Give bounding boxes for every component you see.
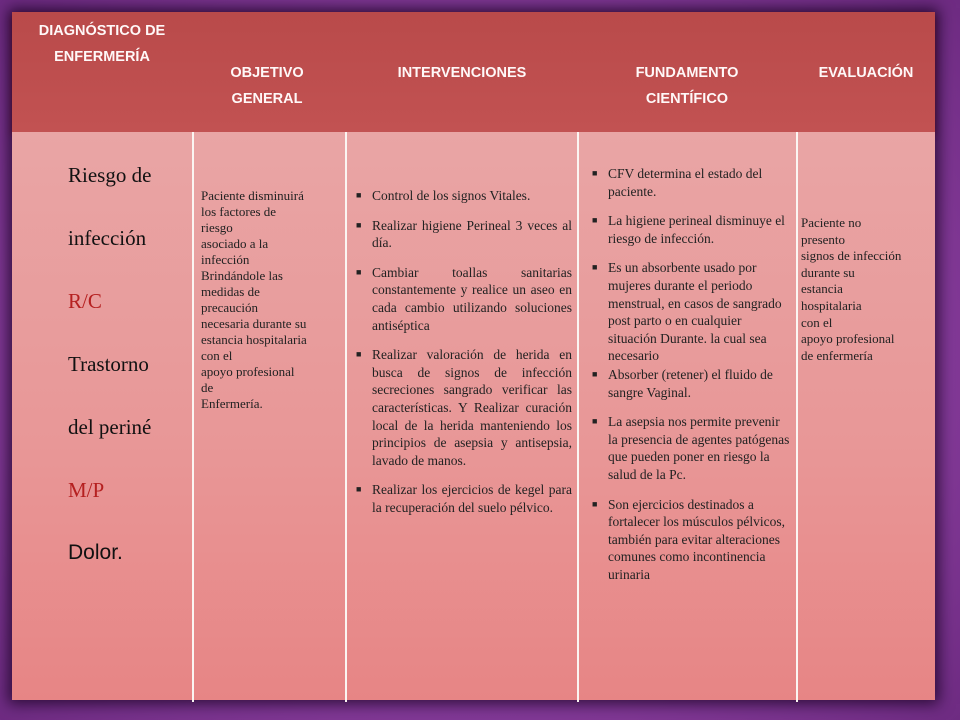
objetivo-line: con el	[201, 348, 233, 363]
objetivo-line: estancia hospitalaria	[201, 332, 307, 347]
diagnosis-connector: R/C	[68, 289, 102, 313]
intervencion-text: Cambiar toallas sanitarias constantemente y realice un aseo en cada cambio utilizando soluciones antiséptica	[372, 264, 572, 333]
header-intervenciones-label: INTERVENCIONES	[397, 65, 527, 81]
header-objetivo-line1: OBJETIVO	[230, 65, 304, 81]
diagnosis-line: Dolor.	[68, 541, 123, 564]
square-bullet-icon: ■	[356, 349, 362, 360]
list-item	[354, 264, 572, 334]
list-item	[590, 496, 790, 584]
list-item	[590, 366, 790, 401]
header-objetivo-line2: GENERAL	[231, 91, 303, 107]
objetivo-line: Paciente disminuirá	[201, 188, 304, 203]
diagnosis-line: Trastorno	[68, 352, 149, 376]
evaluacion-line: hospitalaria	[801, 297, 862, 313]
intervencion-text: Realizar higiene Perineal 3 veces al día.	[372, 217, 572, 251]
intervencion-text: Realizar los ejercicios de kegel para la recuperación del suelo pélvico.	[372, 482, 572, 515]
list-item	[590, 165, 790, 200]
square-bullet-icon: ■	[592, 262, 598, 273]
fundamento-text: Es un absorbente usado por mujeres durante el periodo menstrual, en casos de sangrado post parto o en cualquier situación Durante. la cual sea necesario	[608, 260, 782, 364]
header-evaluacion-label: EVALUACIÓN	[818, 65, 914, 81]
objetivo-line: precaución	[201, 300, 259, 315]
objetivo-line: apoyo profesional	[201, 364, 295, 379]
square-bullet-icon: ■	[592, 215, 598, 226]
fundamento-text: La higiene perineal disminuye el riesgo de infección.	[608, 213, 785, 246]
column-divider	[577, 132, 579, 702]
header-fundamento-line2: CIENTÍFICO	[645, 91, 729, 107]
evaluacion-line: con el	[801, 314, 833, 330]
fundamento-list	[590, 165, 790, 595]
list-item	[590, 259, 790, 365]
objetivo-cell	[201, 188, 346, 412]
intervenciones-list	[354, 187, 572, 529]
objetivo-line: infección	[201, 252, 250, 267]
evaluacion-line: estancia	[801, 281, 843, 297]
objetivo-line: Brindándole las	[201, 268, 283, 283]
list-item	[354, 187, 572, 205]
diagnosis-cell	[68, 162, 198, 603]
square-bullet-icon: ■	[356, 219, 362, 230]
list-item	[354, 346, 572, 469]
header-evaluacion	[797, 60, 935, 86]
square-bullet-icon: ■	[592, 168, 598, 178]
evaluacion-cell	[801, 215, 933, 364]
header-diagnostico-line2: ENFERMERÍA	[54, 49, 150, 65]
fundamento-text: Absorber (retener) el fluido de sangre Vaginal.	[608, 366, 773, 400]
evaluacion-line: durante su	[801, 264, 855, 280]
square-bullet-icon: ■	[592, 498, 598, 509]
evaluacion-line: presento	[801, 231, 846, 247]
table-body	[12, 132, 935, 700]
objetivo-line: de	[201, 380, 214, 395]
column-divider	[796, 132, 798, 702]
square-bullet-icon: ■	[592, 368, 598, 379]
header-objetivo	[192, 60, 342, 112]
diagnosis-line: infección	[68, 226, 147, 250]
evaluacion-line: apoyo profesional	[801, 331, 895, 347]
fundamento-text: La asepsia nos permite prevenir la presencia de agentes patógenas que pueden poner en riesgo la salud de la Pc.	[608, 414, 790, 482]
list-item	[354, 481, 572, 516]
diagnosis-line: del periné	[68, 415, 152, 439]
square-bullet-icon: ■	[356, 484, 362, 495]
objetivo-line: medidas de	[201, 284, 260, 299]
square-bullet-icon: ■	[356, 266, 362, 277]
objetivo-line: asociado a la	[201, 236, 269, 251]
objetivo-line: necesaria durante su	[201, 316, 307, 331]
header-diagnostico-line1: DIAGNÓSTICO DE	[38, 23, 166, 39]
header-diagnostico	[12, 18, 192, 70]
list-item	[590, 212, 790, 247]
objetivo-line: riesgo	[201, 220, 233, 235]
header-intervenciones	[347, 60, 577, 86]
objetivo-line: Enfermería.	[201, 396, 263, 411]
intervencion-text: Control de los signos Vitales.	[372, 188, 531, 203]
diagnosis-connector: M/P	[68, 478, 105, 502]
evaluacion-line: de enfermería	[801, 347, 873, 363]
header-fundamento	[582, 60, 792, 112]
square-bullet-icon: ■	[592, 416, 598, 427]
table-header	[12, 12, 935, 132]
objetivo-line: los factores de	[201, 204, 277, 219]
care-plan-table	[12, 12, 935, 700]
fundamento-text: CFV determina el estado del paciente.	[608, 166, 763, 199]
diagnosis-line: Riesgo de	[68, 163, 152, 187]
evaluacion-line: signos de infección	[801, 248, 902, 264]
fundamento-text: Son ejercicios destinados a fortalecer los músculos pélvicos, también para evitar alteraciones comunes como incontinencia urinaria	[608, 496, 785, 582]
evaluacion-line: Paciente no	[801, 215, 862, 230]
list-item	[590, 413, 790, 483]
intervencion-text: Realizar valoración de herida en busca de signos de infección secreciones sangrado verificar las características. Y Realizar curación local de la herida manteniendo los principios de asepsia y antisepsia, lavado de manos.	[372, 347, 572, 468]
square-bullet-icon: ■	[356, 190, 362, 200]
header-fundamento-line1: FUNDAMENTO	[635, 65, 739, 81]
list-item	[354, 217, 572, 252]
